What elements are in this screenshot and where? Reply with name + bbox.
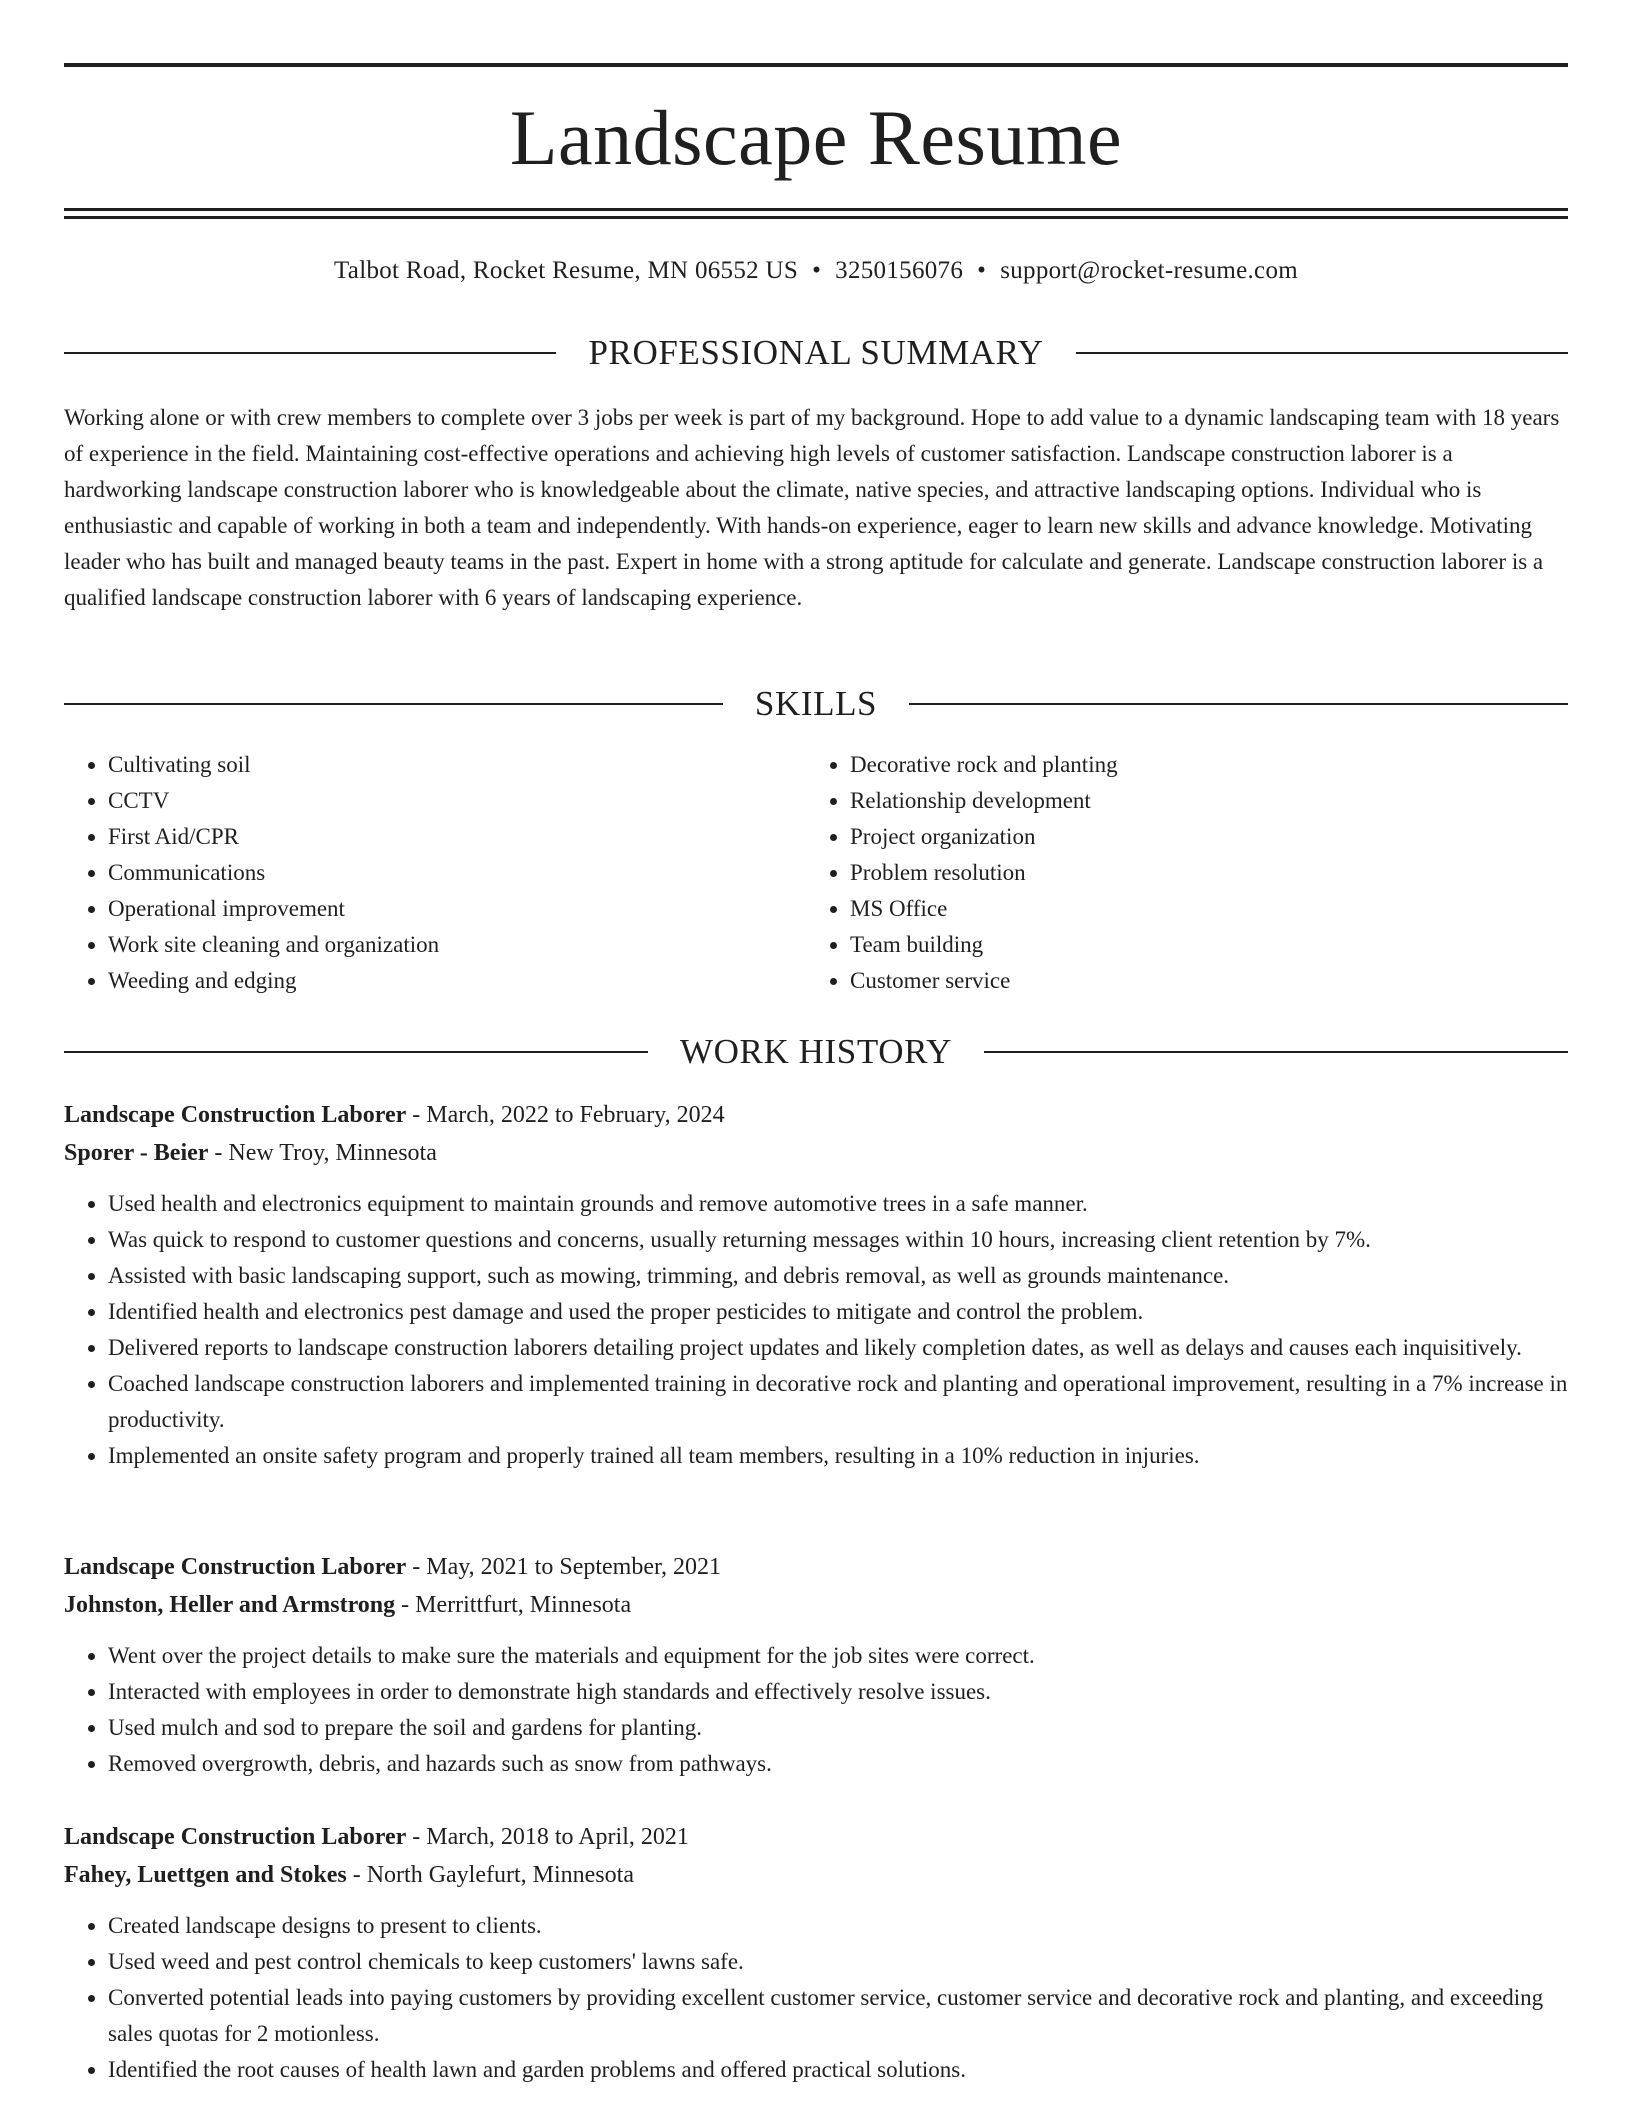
- skill-item: • Communications: [108, 855, 806, 891]
- job-bullet: • Used mulch and sod to prepare the soil and gardens for planting.: [108, 1710, 1568, 1746]
- skill-item: • Operational improvement: [108, 891, 806, 927]
- section-heading: WORK HISTORY: [680, 1032, 952, 1071]
- job-bullet: • Removed overgrowth, debris, and hazards such as snow from pathways.: [108, 1746, 1568, 1782]
- summary-text: Working alone or with crew members to complete over 3 jobs per week is part of my background. Hope to add value to a dynamic landscaping team with 18 years of experience in the field. Maintaining cost-effective operations and achieving high levels of customer satisfaction. Landscape construction laborer is a hardworking landscape construction laborer who is knowledgeable about the climate, native species, and attractive landscaping options. Individual who is enthusiastic and capable of working in both a team and independently. With hands-on experience, eager to learn new skills and advance knowledge. Motivating leader who has built and managed beauty teams in the past. Expert in home with a strong aptitude for calculate and generate. Landscape construction laborer is a qualified landscape construction laborer with 6 years of landscaping experience.: [64, 405, 1560, 610]
- job-bullets: [64, 1186, 1568, 1474]
- resume-title: Landscape Resume: [509, 94, 1123, 181]
- job-bullet: • Identified health and electronics pest damage and used the proper pesticides to mitigate and control the problem.: [108, 1294, 1568, 1330]
- job-title-line: [64, 1548, 1568, 1586]
- section-rule-left: [64, 352, 556, 354]
- skill-item: • CCTV: [108, 783, 806, 819]
- skill-item: • Team building: [850, 927, 1548, 963]
- section-heading: SKILLS: [754, 684, 878, 723]
- section-rule-right: [1076, 352, 1568, 354]
- section-rule-left: [64, 703, 723, 705]
- job-title: Landscape Construction Laborer: [64, 1102, 407, 1128]
- job-dates: - May, 2021 to September, 2021: [406, 1554, 722, 1580]
- job-company-line: [64, 1856, 1568, 1894]
- skills-column-left: [64, 747, 806, 999]
- contact-line: [64, 253, 1568, 289]
- section-heading: PROFESSIONAL SUMMARY: [588, 333, 1044, 372]
- skills-list: [64, 747, 1568, 999]
- job-bullet: • Interacted with employees in order to demonstrate high standards and effectively resolve issues.: [108, 1674, 1568, 1710]
- skills-column-right: [806, 747, 1548, 999]
- title-rule-upper: [64, 208, 1568, 211]
- skill-item: • Weeding and edging: [108, 963, 806, 999]
- job-bullet: • Converted potential leads into paying customers by providing excellent customer service, customer service and decorative rock and planting, and exceeding sales quotas for 2 motionless.: [108, 1980, 1568, 2052]
- job-bullets: [64, 1638, 1568, 1782]
- section-rule-right: [909, 703, 1568, 705]
- job-company-line: [64, 1134, 1568, 1172]
- job-location: - Merrittfurt, Minnesota: [395, 1592, 632, 1618]
- top-rule: [64, 63, 1568, 67]
- job-bullet: • Was quick to respond to customer questions and concerns, usually returning messages within 10 hours, increasing client retention by 7%.: [108, 1222, 1568, 1258]
- skill-item: • Relationship development: [850, 783, 1548, 819]
- job-title: Landscape Construction Laborer: [64, 1554, 407, 1580]
- contact-email: support@rocket-resume.com: [1000, 257, 1298, 284]
- job-bullet: • Created landscape designs to present to clients.: [108, 1908, 1568, 1944]
- job-bullet: • Used weed and pest control chemicals to keep customers' lawns safe.: [108, 1944, 1568, 1980]
- job-company: Fahey, Luettgen and Stokes: [64, 1862, 347, 1888]
- job-bullet: • Coached landscape construction laborers and implemented training in decorative rock and planting and operational improvement, resulting in a 7% increase in productivity.: [108, 1366, 1568, 1438]
- job-entry: [64, 1548, 1568, 1782]
- job-bullet: • Identified the root causes of health lawn and garden problems and offered practical solutions.: [108, 2052, 1568, 2088]
- contact-separator: •: [812, 257, 822, 284]
- job-bullet: • Assisted with basic landscaping support, such as mowing, trimming, and debris removal, as well as grounds maintenance.: [108, 1258, 1568, 1294]
- job-bullet: • Used health and electronics equipment to maintain grounds and remove automotive trees in a safe manner.: [108, 1186, 1568, 1222]
- skill-item: • Project organization: [850, 819, 1548, 855]
- skill-item: • Customer service: [850, 963, 1548, 999]
- job-company-line: [64, 1586, 1568, 1624]
- job-company: Johnston, Heller and Armstrong: [64, 1592, 396, 1618]
- job-entry: [64, 1818, 1568, 2088]
- work-section-header: [64, 1032, 1568, 1072]
- job-company: Sporer - Beier: [64, 1140, 209, 1166]
- skill-item: • Decorative rock and planting: [850, 747, 1548, 783]
- title-rule-lower: [64, 216, 1568, 219]
- contact-address: Talbot Road, Rocket Resume, MN 06552 US: [333, 257, 799, 284]
- job-title-line: [64, 1096, 1568, 1134]
- job-bullets: [64, 1908, 1568, 2088]
- job-title-line: [64, 1818, 1568, 1856]
- skill-item: • Work site cleaning and organization: [108, 927, 806, 963]
- job-bullet: • Implemented an onsite safety program and properly trained all team members, resulting in a 10% reduction in injuries.: [108, 1438, 1568, 1474]
- job-dates: - March, 2018 to April, 2021: [406, 1824, 689, 1850]
- section-rule-left: [64, 1051, 648, 1053]
- job-title: Landscape Construction Laborer: [64, 1824, 407, 1850]
- skill-item: • First Aid/CPR: [108, 819, 806, 855]
- skill-item: • Cultivating soil: [108, 747, 806, 783]
- job-dates: - March, 2022 to February, 2024: [406, 1102, 725, 1128]
- job-location: - North Gaylefurt, Minnesota: [346, 1862, 634, 1888]
- job-bullet: • Went over the project details to make sure the materials and equipment for the job sites were correct.: [108, 1638, 1568, 1674]
- contact-separator: •: [977, 257, 987, 284]
- section-rule-right: [984, 1051, 1568, 1053]
- job-location: - New Troy, Minnesota: [208, 1140, 437, 1166]
- summary-section-header: [64, 333, 1568, 373]
- skill-item: • MS Office: [850, 891, 1548, 927]
- skill-item: • Problem resolution: [850, 855, 1548, 891]
- skills-section-header: [64, 684, 1568, 724]
- contact-phone: 3250156076: [835, 257, 964, 284]
- job-entry: [64, 1096, 1568, 1474]
- job-bullet: • Delivered reports to landscape construction laborers detailing project updates and likely completion dates, as well as delays and causes each inquisitively.: [108, 1330, 1568, 1366]
